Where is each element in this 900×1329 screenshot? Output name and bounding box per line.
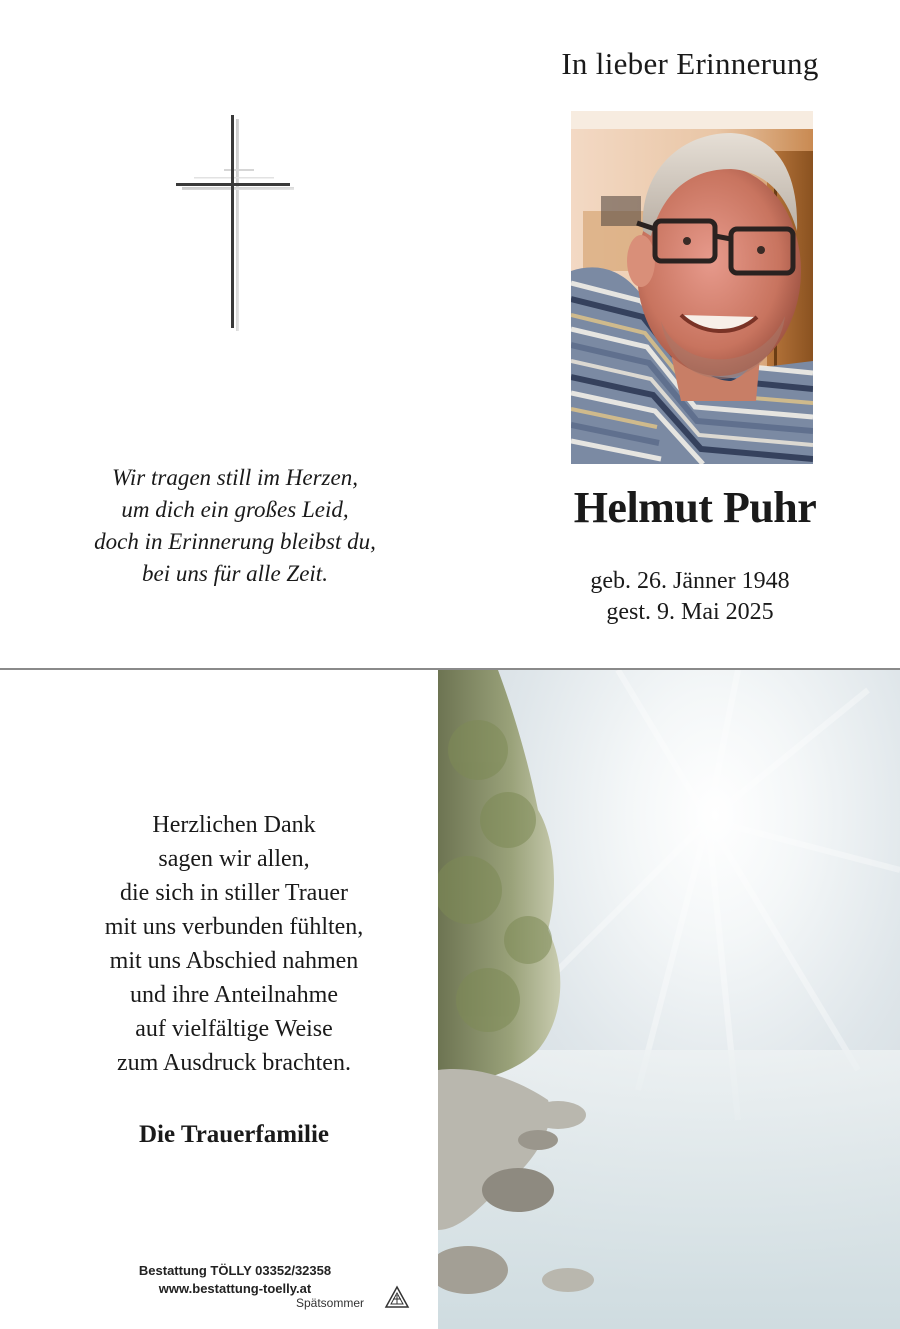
deceased-name: Helmut Puhr [573, 483, 817, 532]
cross-icon [174, 113, 294, 331]
memorial-verse [40, 462, 430, 590]
thanks-line: die sich in stiller Trauer [120, 880, 348, 906]
portrait-photo [571, 111, 813, 464]
verse-line: Wir tragen still im Herzen, [112, 465, 358, 490]
thanks-line: mit uns Abschied nahmen [109, 948, 359, 974]
funeral-home-website: www.bestattung-toelly.at [158, 1281, 312, 1296]
life-dates [520, 566, 860, 628]
landscape-image [438, 670, 900, 1329]
thanks-line: auf vielfältige Weise [135, 1016, 333, 1042]
thanks-line: und ihre Anteilnahme [130, 982, 338, 1008]
thanks-message [30, 808, 438, 1080]
funeral-home-name: Bestattung TÖLLY 03352/32358 [138, 1263, 332, 1278]
verse-line: doch in Erinnerung bleibst du, [94, 529, 376, 554]
birth-date: geb. 26. Jänner 1948 [590, 568, 790, 594]
verse-line: um dich ein großes Leid, [121, 497, 349, 522]
thanks-line: mit uns verbunden fühlten, [104, 914, 364, 940]
design-name: Spätsommer [296, 1296, 365, 1310]
verse-line: bei uns für alle Zeit. [142, 561, 328, 586]
funeral-home-info [90, 1262, 380, 1298]
thanks-line: zum Ausdruck brachten. [117, 1050, 351, 1076]
thanks-line: sagen wir allen, [158, 846, 310, 872]
death-date: gest. 9. Mai 2025 [606, 599, 774, 625]
printer-logo-icon [384, 1285, 410, 1309]
memorial-heading: In lieber Erinnerung [561, 46, 819, 81]
thanks-line: Herzlichen Dank [152, 812, 316, 838]
signature: Die Trauerfamilie [139, 1121, 329, 1148]
